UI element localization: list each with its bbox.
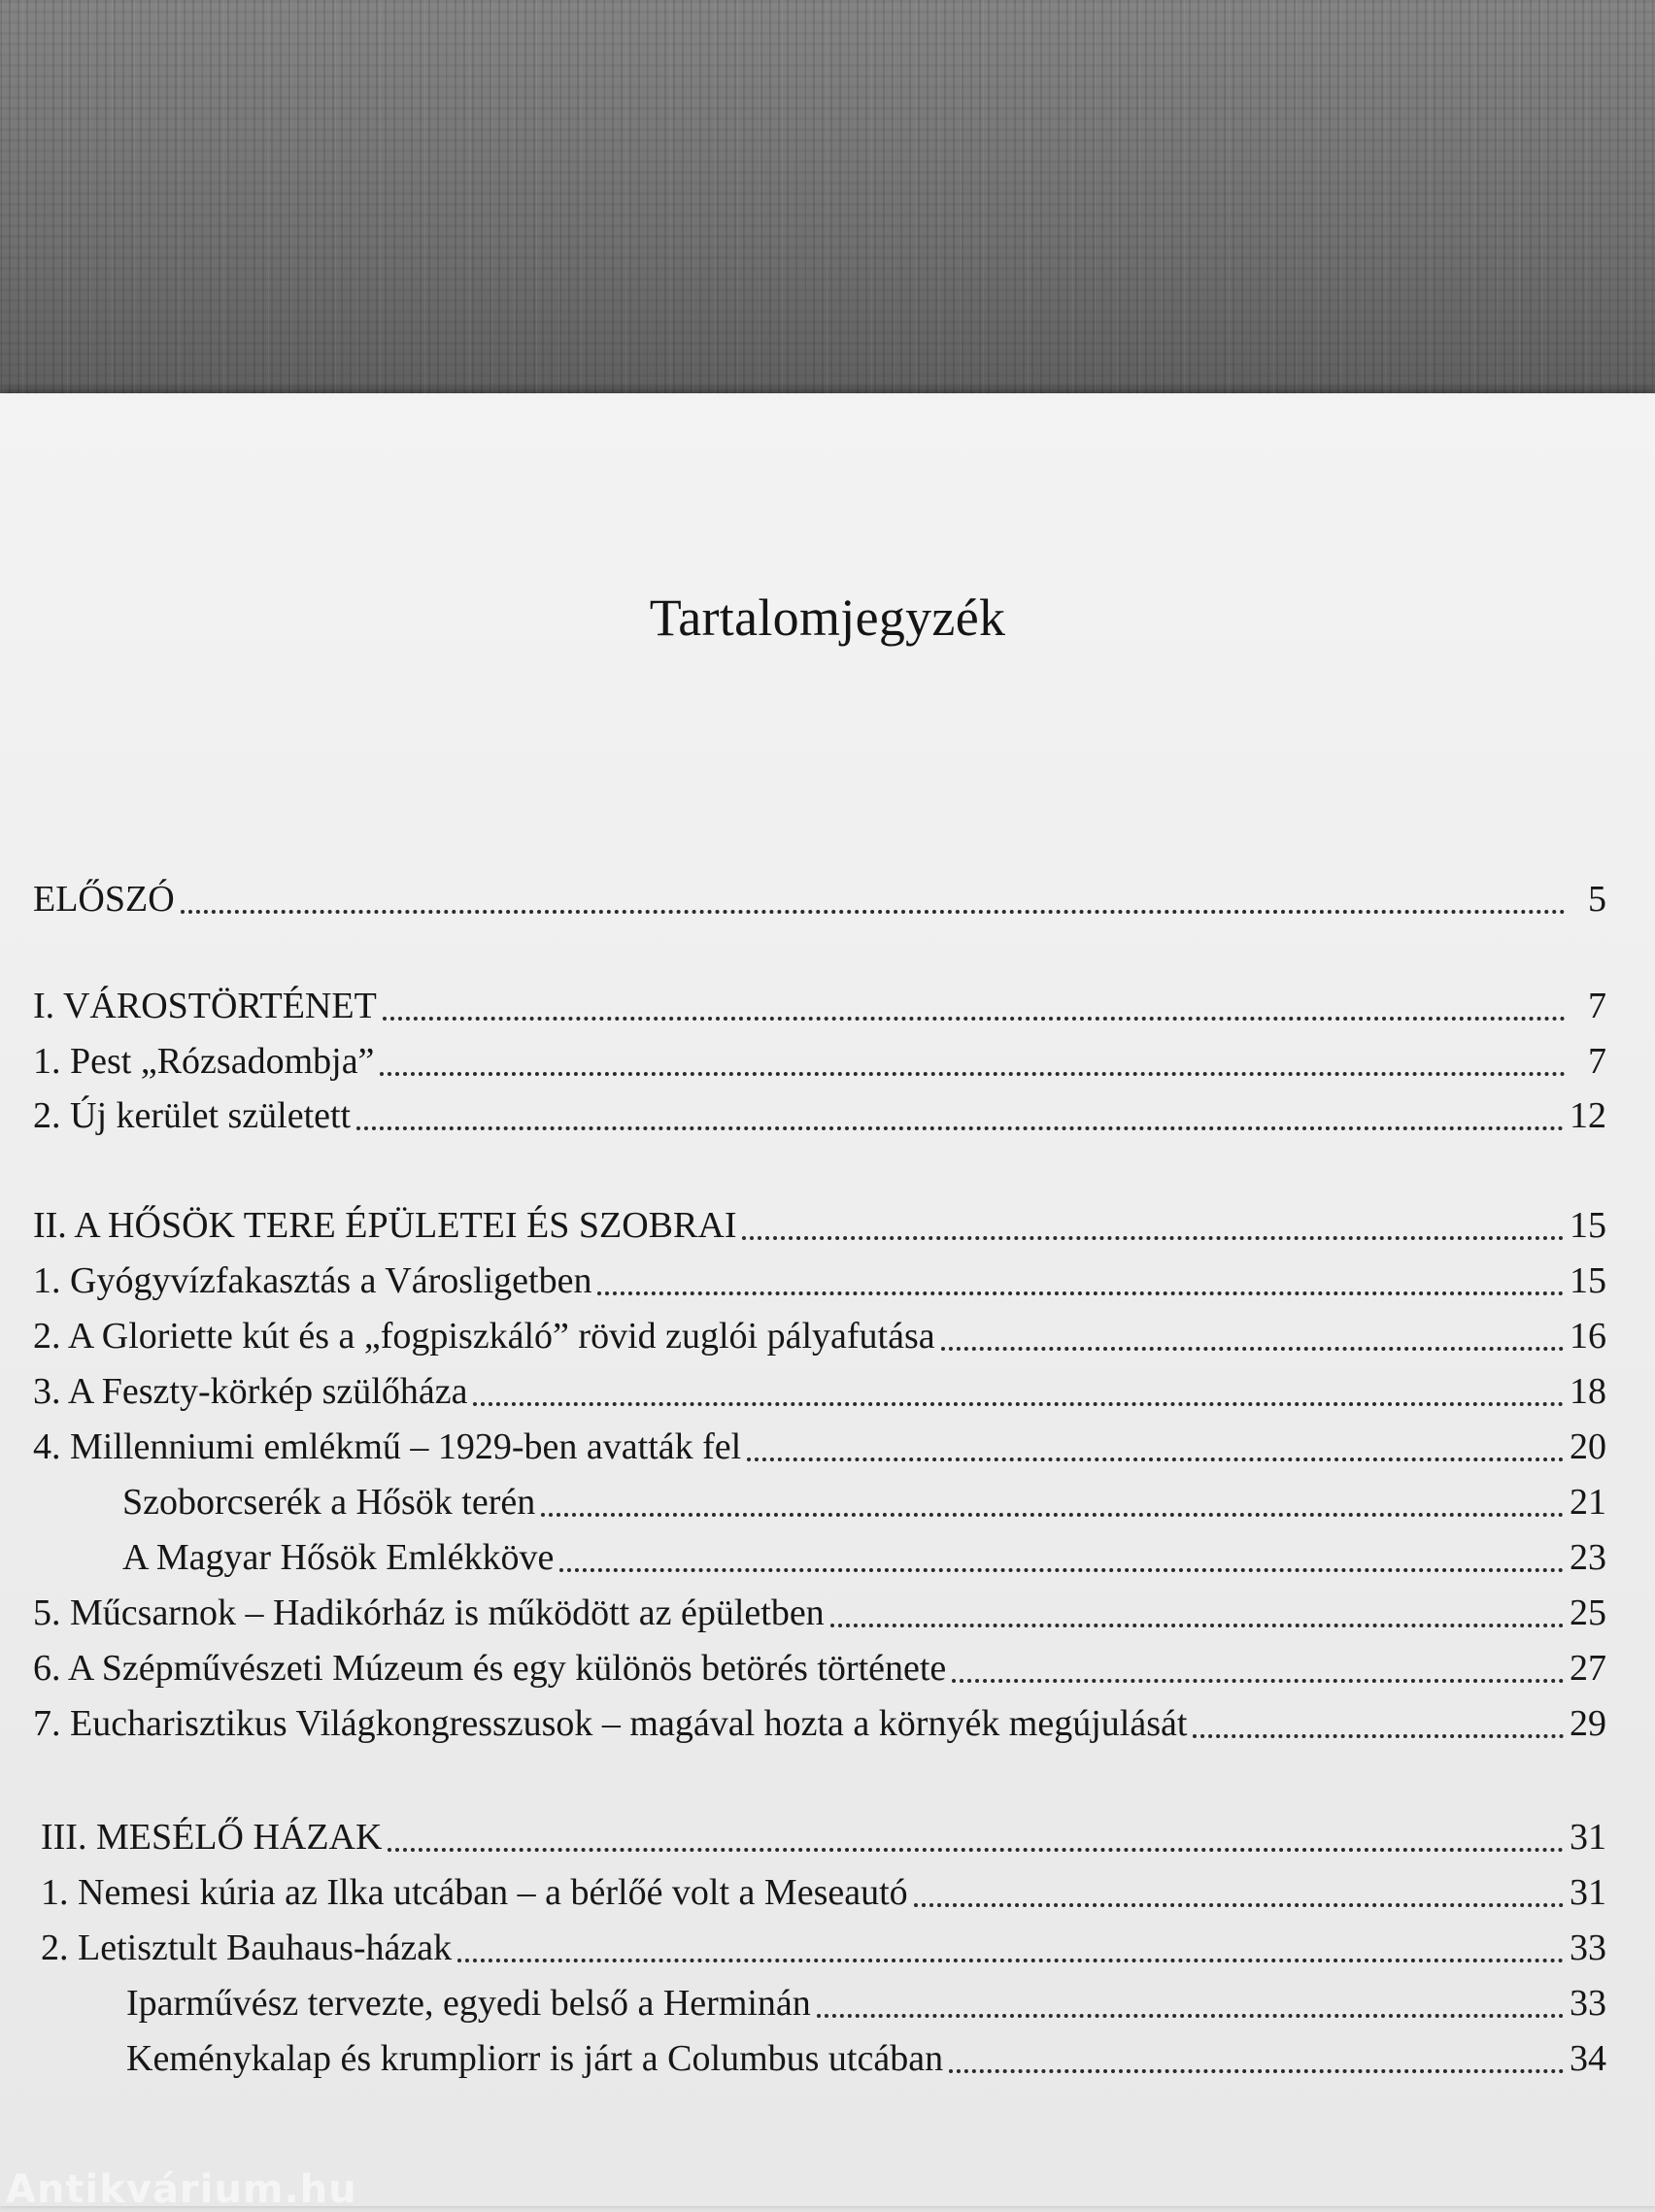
toc-entry-label: 1. Gyógyvízfakasztás a Városligetben	[33, 1260, 592, 1301]
toc-entry-page: 27	[1570, 1648, 1606, 1689]
toc-entry-label: 2. Új kerület született	[33, 1095, 352, 1136]
toc-entry-page: 31	[1570, 1872, 1606, 1913]
toc-entry-section-3	[33, 1807, 1606, 1856]
dot-leader	[597, 1291, 1564, 1295]
toc-entry-page: 34	[1570, 2038, 1606, 2079]
toc-entry	[33, 1638, 1606, 1687]
toc-entry-label: 2. Letisztult Bauhaus-házak	[41, 1927, 453, 1968]
toc-entry-label: 2. A Gloriette kút és a „fogpiszkáló” rövid zuglói pályafutása	[33, 1316, 935, 1357]
dot-leader	[742, 1236, 1564, 1240]
page-title: Tartalomjegyzék	[649, 588, 1006, 647]
toc-entry-label: 4. Millenniumi emlékmű – 1929-ben avatták fel	[33, 1426, 742, 1467]
toc-subentry	[33, 1472, 1606, 1521]
toc-entry-label: Szoborcserék a Hősök terén	[122, 1482, 536, 1523]
toc-entry-page: 20	[1570, 1426, 1606, 1467]
toc-entry	[33, 1918, 1606, 1966]
toc-entry-page: 16	[1570, 1316, 1606, 1357]
toc-entry-label: III. MESÉLŐ HÁZAK	[41, 1817, 383, 1858]
dot-leader	[817, 2014, 1564, 2018]
toc-entry-page: 15	[1570, 1260, 1606, 1301]
toc-entry-page: 12	[1570, 1095, 1606, 1136]
table-of-contents	[33, 393, 1606, 2079]
dot-leader	[559, 1568, 1564, 1572]
dot-leader	[1193, 1734, 1564, 1738]
dot-leader	[830, 1624, 1564, 1627]
dot-leader	[747, 1458, 1564, 1461]
dot-leader	[952, 1679, 1564, 1683]
toc-entry-page: 29	[1570, 1703, 1606, 1744]
toc-entry-page: 25	[1570, 1592, 1606, 1633]
toc-entry-label: 3. A Feszty-körkép szülőháza	[33, 1371, 468, 1412]
background-surface	[0, 0, 1655, 403]
toc-entry-page: 15	[1570, 1205, 1606, 1246]
dot-leader	[457, 1959, 1564, 1962]
toc-entry	[33, 1361, 1606, 1410]
toc-entry-label: 7. Eucharisztikus Világkongresszusok – magával hozta a környék megújulását	[33, 1703, 1188, 1744]
dot-leader	[380, 1072, 1566, 1076]
toc-entry-label: 5. Műcsarnok – Hadikórház is működött az épületben	[33, 1592, 825, 1633]
toc-entry-label: II. A HŐSÖK TERE ÉPÜLETEI ÉS SZOBRAI	[33, 1205, 737, 1246]
dot-leader	[941, 1347, 1564, 1351]
toc-entry-page: 33	[1570, 1927, 1606, 1968]
toc-entry	[33, 1031, 1606, 1080]
dot-leader	[914, 1903, 1564, 1907]
toc-entry-section-2	[33, 1195, 1606, 1244]
toc-entry-label: 1. Nemesi kúria az Ilka utcában – a bérlőé volt a Meseautó	[41, 1872, 908, 1913]
dot-leader	[383, 1017, 1566, 1021]
dot-leader	[388, 1848, 1564, 1852]
toc-entry-page: 5	[1588, 879, 1606, 920]
toc-entry	[33, 1251, 1606, 1299]
toc-entry-label: 6. A Szépművészeti Múzeum és egy különös betörés története	[33, 1648, 947, 1689]
toc-entry-label: A Magyar Hősök Emlékköve	[122, 1537, 555, 1578]
toc-entry	[33, 1306, 1606, 1355]
toc-entry-label: Iparművész tervezte, egyedi belső a Herminán	[126, 1983, 811, 2024]
dot-leader	[949, 2069, 1564, 2073]
dot-leader	[356, 1126, 1564, 1130]
toc-entry-label: Keménykalap és krumpliorr is járt a Columbus utcában	[126, 2038, 944, 2079]
dot-leader	[181, 910, 1566, 914]
toc-subentry	[33, 1527, 1606, 1576]
watermark-text: Antikvárium.hu	[6, 2167, 357, 2212]
toc-entry	[33, 1862, 1606, 1911]
toc-subentry	[33, 1973, 1606, 2022]
toc-entry	[33, 1583, 1606, 1631]
toc-entry-page: 7	[1588, 986, 1606, 1026]
toc-entry-page: 18	[1570, 1371, 1606, 1412]
toc-entry	[33, 1693, 1606, 1742]
toc-entry-page: 31	[1570, 1817, 1606, 1858]
toc-subentry	[33, 2028, 1606, 2077]
dot-leader	[473, 1402, 1564, 1406]
toc-entry	[33, 1086, 1606, 1134]
toc-entry-page: 7	[1588, 1041, 1606, 1082]
toc-entry-section-1	[33, 976, 1606, 1024]
toc-entry-eloszo	[33, 869, 1606, 918]
toc-entry-label: I. VÁROSTÖRTÉNET	[33, 986, 377, 1026]
toc-entry-page: 21	[1570, 1482, 1606, 1523]
toc-entry	[33, 1417, 1606, 1465]
dot-leader	[541, 1513, 1564, 1517]
toc-entry-page: 33	[1570, 1983, 1606, 2024]
toc-entry-page: 23	[1570, 1537, 1606, 1578]
toc-entry-label: 1. Pest „Rózsadombja”	[33, 1041, 375, 1082]
book-page	[0, 393, 1655, 2212]
toc-entry-label: ELŐSZÓ	[33, 879, 175, 920]
